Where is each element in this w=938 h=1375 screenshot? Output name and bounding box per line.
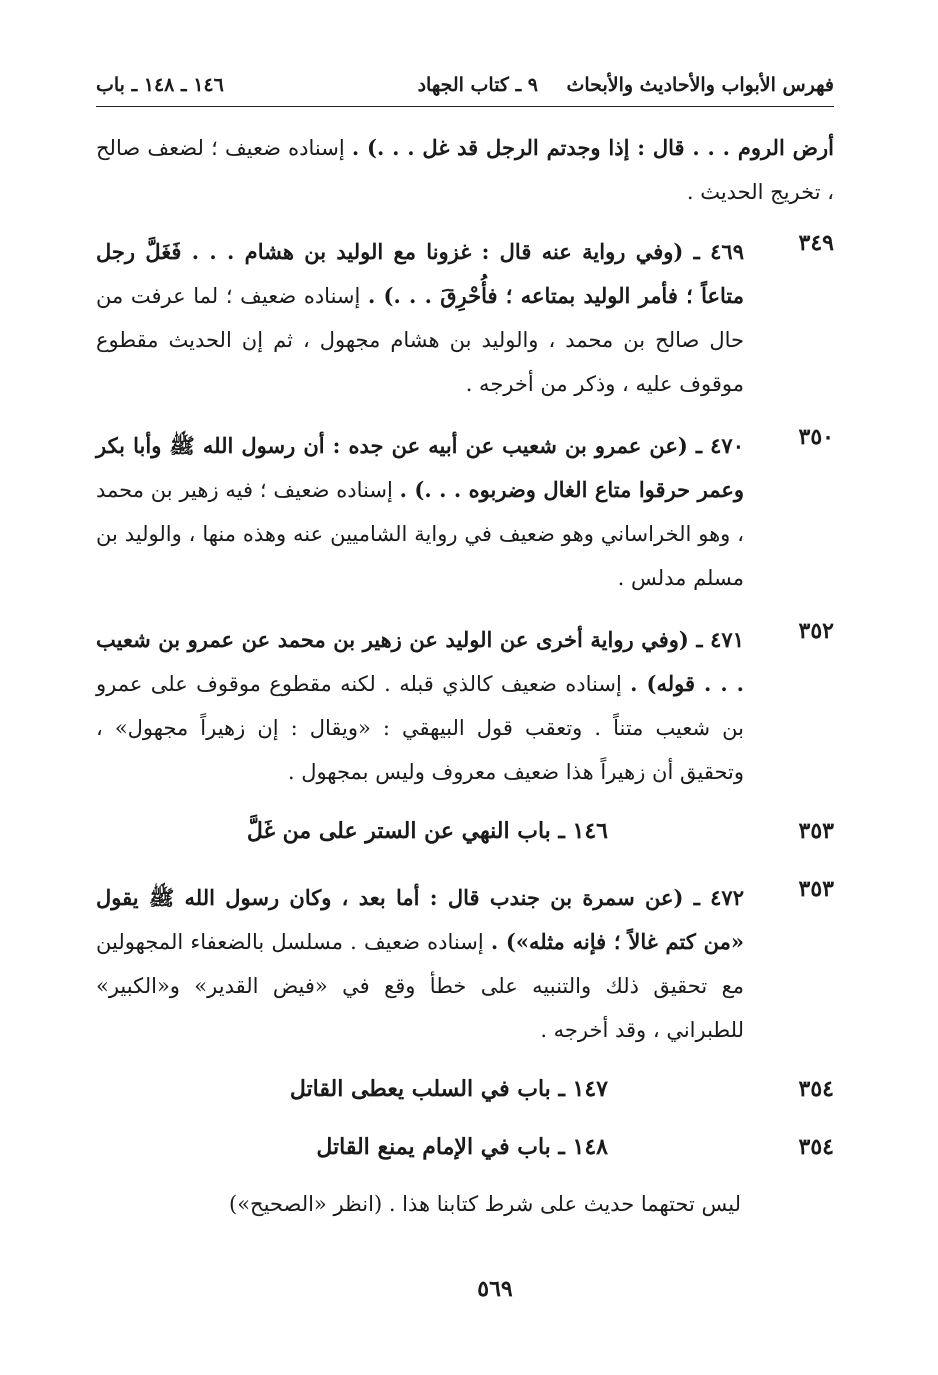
hadith-text: أرض الروم . . . قال : إذا وجدتم الرجل قد غل . . .) . bbox=[351, 135, 834, 160]
page-reference: ٣٥٠ bbox=[798, 424, 834, 450]
page-reference: ٣٥٣ bbox=[798, 818, 834, 844]
chapter-title: ١٤٨ ـ باب في الإمام يمنع القاتل bbox=[316, 1134, 608, 1160]
page-reference: ٣٥٢ bbox=[798, 618, 834, 644]
page-reference: ٣٥٤ bbox=[798, 1134, 834, 1160]
page-number: ٥٦٩ bbox=[477, 1276, 513, 1302]
hadith-text: ٤٧٢ ـ (عن سمرة بن جندب قال : أما بعد ، وكان رسول الله ﷺ يقول «من كتم غالاً ؛ فإنه مثله») . bbox=[96, 885, 745, 954]
page bbox=[96, 0, 834, 1375]
entry-text bbox=[96, 618, 744, 794]
chapter-note: ليس تحتهما حديث على شرط كتابنا هذا . (انظر «الصحيح») bbox=[229, 1192, 741, 1216]
page-reference: ٣٤٩ bbox=[798, 230, 834, 256]
entry-text bbox=[96, 876, 744, 1052]
chapter-title: ١٤٧ ـ باب في السلب يعطى القاتل bbox=[289, 1076, 608, 1102]
commentary-text: إسناده ضعيف . مسلسل بالضعفاء المجهولين مع تحقيق ذلك والتنبيه على خطأ وقع في «فيض القدير» و«الكبير» للطبراني ، وقد أخرجه . bbox=[96, 930, 744, 1042]
commentary-text: إسناده ضعيف ؛ لضعف صالح ، تخريج الحديث . bbox=[96, 136, 834, 204]
commentary-text: إسناده ضعيف كالذي قبله . لكنه مقطوع موقوف على عمرو بن شعيب متناً . وتعقب قول البيهقي : «ويقال : إن زهيراً مجهول» ، وتحقيق أن زهيراً هذا ضعيف معروف وليس بمجهول . bbox=[96, 672, 744, 784]
commentary-text: إسناده ضعيف ؛ فيه زهير بن محمد ، وهو الخراساني وهو ضعيف في رواية الشاميين عنه وهذه منها ، والوليد بن مسلم مدلس . bbox=[96, 478, 744, 590]
commentary-text: إسناده ضعيف ؛ لما عرفت من حال صالح بن محمد ، والوليد بن هشام مجهول ، ثم إن الحديث مقطوع موقوف عليه ، وذكر من أخرجه . bbox=[96, 284, 744, 396]
chapter-title: ١٤٦ ـ باب النهي عن الستر على من غَلَّ bbox=[246, 818, 608, 844]
continuation-text bbox=[96, 126, 834, 214]
header-index-title: فهرس الأبواب والأحاديث والأبحاث bbox=[566, 74, 834, 96]
page-reference: ٣٥٤ bbox=[798, 1076, 834, 1102]
running-header bbox=[96, 66, 834, 107]
header-chapter-range: ١٤٦ ـ ١٤٨ ـ باب bbox=[96, 74, 224, 96]
hadith-text: ٤٧١ ـ (وفي رواية أخرى عن الوليد عن زهير بن محمد عن عمرو بن شعيب . . . قوله) . bbox=[96, 627, 744, 696]
hadith-text: ٤٦٩ ـ (وفي رواية عنه قال : غزونا مع الوليد بن هشام . . . فَغَلَّ رجل متاعاً ؛ فأمر الوليد بمتاعه ؛ فأُحْرِقَ . . .) . bbox=[96, 239, 744, 308]
header-book-title: ٩ ـ كتاب الجهاد bbox=[417, 74, 538, 96]
hadith-text: ٤٧٠ ـ (عن عمرو بن شعيب عن أبيه عن جده : أن رسول الله ﷺ وأبا بكر وعمر حرقوا متاع الغال وضربوه . . .) . bbox=[96, 433, 745, 502]
entry-text bbox=[96, 424, 744, 600]
entry-text bbox=[96, 230, 744, 406]
page-reference: ٣٥٣ bbox=[798, 876, 834, 902]
